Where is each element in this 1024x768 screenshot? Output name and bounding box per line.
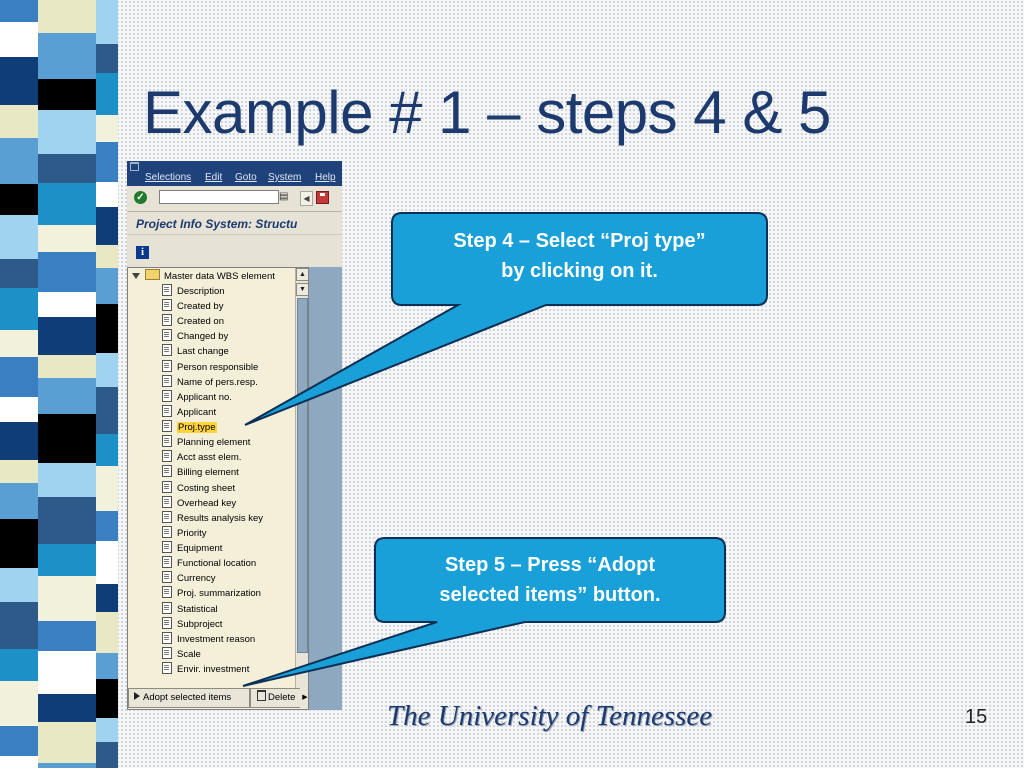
tree-item-label: Person responsible <box>177 361 259 373</box>
tree-item-label: Changed by <box>177 331 229 343</box>
slide-title: Example # 1 – steps 4 & 5 <box>143 79 831 146</box>
sap-screen-title: Project Info System: Structu <box>136 217 298 231</box>
tree-item-label: Investment reason <box>177 633 256 645</box>
tree-item-label: Statistical <box>177 603 218 615</box>
scroll-down-arrow[interactable]: ▼ <box>296 283 309 296</box>
tree-item-label: Overhead key <box>177 497 237 509</box>
tree-item-label: Proj. summarization <box>177 588 261 600</box>
tree-item-label: Subproject <box>177 618 223 630</box>
tree-item-label: Created on <box>177 316 225 328</box>
back-icon[interactable]: ◀ <box>300 191 313 206</box>
step4-callout-text <box>392 226 767 286</box>
tree-item-label: Equipment <box>177 543 223 555</box>
menu-goto[interactable]: Goto <box>235 172 257 183</box>
menu-edit[interactable]: Edit <box>205 172 223 183</box>
tree-item-label: Description <box>177 286 225 297</box>
delete-button-label: Delete <box>268 692 296 703</box>
tree-item-label: Scale <box>177 648 201 660</box>
info-icon[interactable]: i <box>136 246 149 259</box>
step4-line2: by clicking on it. <box>501 260 658 282</box>
tree-item-label: Last change <box>177 346 229 358</box>
tree-item-label: Name of pers.resp. <box>177 376 258 388</box>
scroll-up-arrow[interactable]: ▲ <box>296 268 309 281</box>
command-history-icon[interactable]: ▤ <box>279 191 289 202</box>
tree-item-label: Functional location <box>177 558 257 570</box>
tree-root-label: Master data WBS element <box>164 271 275 282</box>
step5-line2: selected items” button. <box>439 584 661 606</box>
enter-check-icon[interactable]: ✓ <box>134 191 147 204</box>
step5-callout-text <box>375 550 725 610</box>
tree-item-label: Applicant no. <box>177 391 232 403</box>
step5-line1: Step 5 – Press “Adopt <box>444 554 656 576</box>
tree-item-label: Created by <box>177 301 224 313</box>
menu-help[interactable]: Help <box>315 172 336 183</box>
tree-item-label: Proj.type <box>178 422 216 434</box>
page-number: 15 <box>965 706 988 728</box>
step4-line1: Step 4 – Select “Proj type” <box>453 230 706 252</box>
tree-item-label: Currency <box>177 573 216 585</box>
tree-item-label: Acct asst elem. <box>177 452 242 464</box>
tree-item-label: Envir. investment <box>177 664 250 675</box>
more-arrow-icon[interactable]: ▶ <box>300 688 309 708</box>
menu-selections[interactable]: Selections <box>145 172 192 183</box>
tree-item-label: Results analysis key <box>177 512 264 524</box>
university-footer: The University of Tennessee <box>387 700 713 732</box>
menu-system[interactable]: System <box>268 172 302 183</box>
adopt-button-label: Adopt selected items <box>143 692 232 703</box>
tree-item-label: Planning element <box>177 437 251 449</box>
tree-item-label: Priority <box>177 527 207 539</box>
tree-item-label: Applicant <box>177 406 217 418</box>
tree-item-label: Billing element <box>177 467 239 479</box>
tree-item-label: Costing sheet <box>177 482 236 494</box>
